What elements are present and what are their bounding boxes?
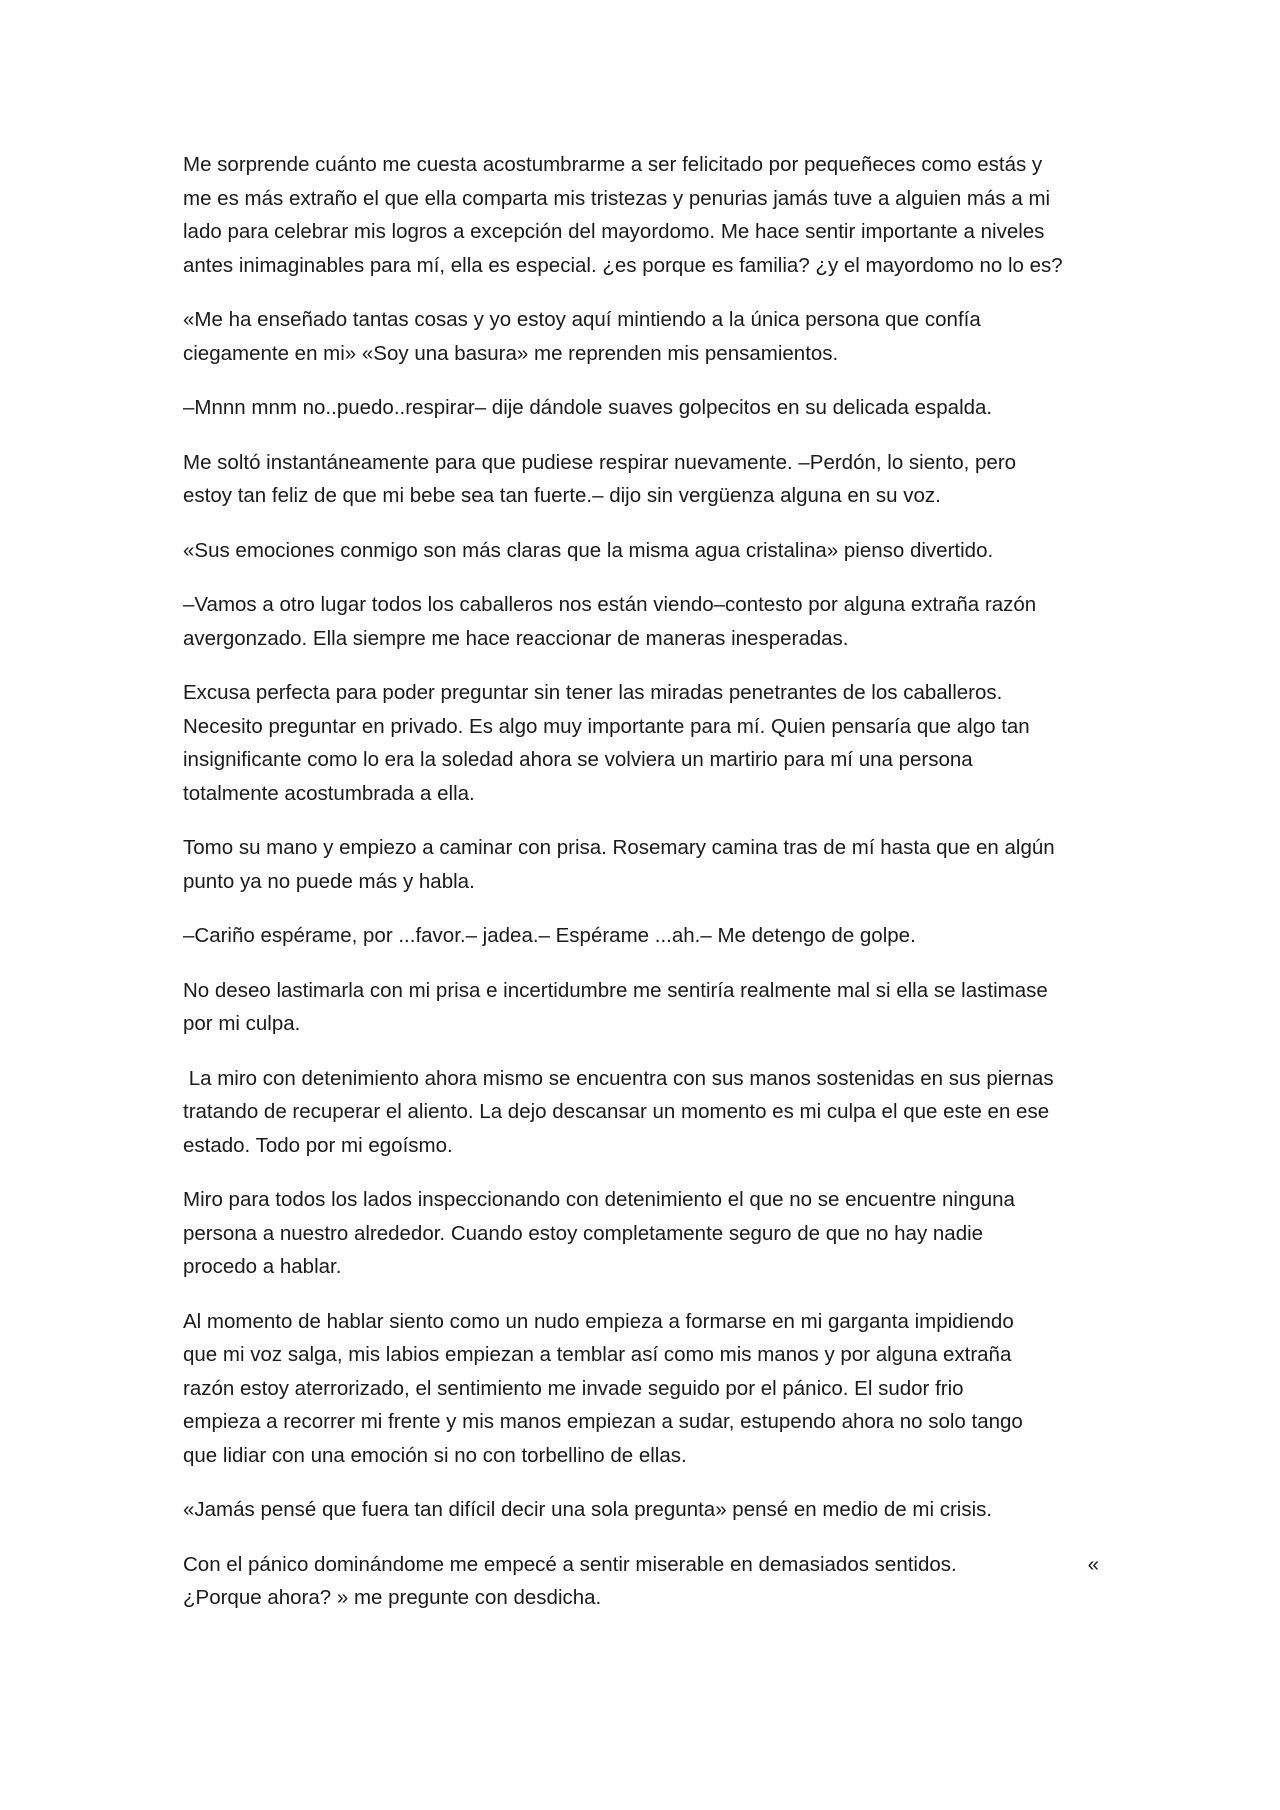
text-line: Necesito preguntar en privado. Es algo muy importante para mí. Quien pensaría que algo tan (183, 714, 1030, 738)
paragraph (183, 974, 1099, 1041)
text-line: tratando de recuperar el aliento. La dejo descansar un momento es mi culpa el que este en ese (183, 1100, 1050, 1123)
text-line (183, 1548, 1099, 1582)
text-line: Al momento de hablar siento como un nudo empieza a formarse en mi garganta impidiendo (183, 1309, 1014, 1333)
paragraph (183, 1305, 1099, 1473)
text-line: –Vamos a otro lugar todos los caballeros nos están viendo–contesto por alguna extraña razón (183, 593, 1037, 616)
text-line: estoy tan feliz de que mi bebe sea tan fuerte.– dijo sin vergüenza alguna en su voz. (183, 484, 941, 507)
text-line-left: Con el pánico dominándome me empecé a sentir miserable en demasiados sentidos. (183, 1552, 957, 1576)
text-line: antes inimaginables para mí, ella es especial. ¿es porque es familia? ¿y el mayordomo no lo es? (183, 253, 1063, 277)
text-line: insignificante como lo era la soledad ahora se volviera un martirio para mí una persona (183, 748, 973, 771)
text-line: Excusa perfecta para poder preguntar sin tener las miradas penetrantes de los caballeros. (183, 681, 1003, 704)
text-line: «Sus emociones conmigo son más claras que la misma agua cristalina» pienso divertido. (183, 538, 994, 562)
text-line: procedo a hablar. (183, 1255, 342, 1278)
paragraph (183, 676, 1099, 810)
text-line: Me soltó instantáneamente para que pudiese respirar nuevamente. –Perdón, lo siento, pero (183, 450, 1017, 474)
text-line: punto ya no puede más y habla. (183, 869, 475, 893)
paragraph (183, 588, 1099, 655)
text-line: totalmente acostumbrada a ella. (183, 781, 475, 805)
text-line: No deseo lastimarla con mi prisa e incertidumbre me sentiría realmente mal si ella se lastimase (183, 978, 1048, 1002)
text-line: La miro con detenimiento ahora mismo se encuentra con sus manos sostenidas en sus piernas (183, 1066, 1054, 1090)
paragraph (183, 1493, 1099, 1527)
text-line: –Mnnn mnm no..puedo..respirar– dije dándole suaves golpecitos en su delicada espalda. (183, 396, 993, 419)
text-line: me es más extraño el que ella comparta mis tristezas y penurias jamás tuve a alguien más a mi (183, 186, 1051, 210)
paragraph (183, 919, 1099, 953)
text-line: «Jamás pensé que fuera tan difícil decir una sola pregunta» pensé en medio de mi crisis. (183, 1498, 993, 1521)
text-line: lado para celebrar mis logros a excepción del mayordomo. Me hace sentir importante a niveles (183, 220, 1045, 243)
text-line: por mi culpa. (183, 1012, 301, 1035)
text-line: ciegamente en mi» «Soy una basura» me reprenden mis pensamientos. (183, 341, 839, 365)
text-line: Tomo su mano y empiezo a caminar con prisa. Rosemary camina tras de mí hasta que en algún (183, 836, 1055, 859)
paragraph (183, 303, 1099, 370)
text-line: persona a nuestro alrededor. Cuando estoy completamente seguro de que no hay nadie (183, 1221, 984, 1245)
text-line: –Cariño espérame, por ...favor.– jadea.– Espérame ...ah.– Me detengo de golpe. (183, 924, 916, 947)
text-line-right: « (1087, 1552, 1099, 1576)
paragraph (183, 831, 1099, 898)
text-line: estado. Todo por mi egoísmo. (183, 1133, 453, 1157)
text-line: razón estoy aterrorizado, el sentimiento me invade seguido por el pánico. El sudor frio (183, 1376, 964, 1400)
paragraph (183, 1548, 1099, 1615)
text-line: que mi voz salga, mis labios empiezan a temblar así como mis manos y por alguna extraña (183, 1343, 1012, 1366)
paragraph (183, 1183, 1099, 1284)
text-line: Miro para todos los lados inspeccionando con detenimiento el que no se encuentre ninguna (183, 1188, 1015, 1211)
paragraph (183, 148, 1099, 282)
text-line: empieza a recorrer mi frente y mis manos empiezan a sudar, estupendo ahora no solo tango (183, 1410, 1023, 1433)
text-line: ¿Porque ahora? » me pregunte con desdicha. (183, 1586, 602, 1609)
paragraph (183, 391, 1099, 425)
document-page (183, 148, 1099, 1636)
paragraph (183, 534, 1099, 568)
paragraph (183, 446, 1099, 513)
text-line: que lidiar con una emoción si no con torbellino de ellas. (183, 1443, 687, 1467)
paragraph (183, 1062, 1099, 1163)
text-line: avergonzado. Ella siempre me hace reaccionar de maneras inesperadas. (183, 626, 849, 650)
text-line: «Me ha enseñado tantas cosas y yo estoy aquí mintiendo a la única persona que confía (183, 308, 981, 331)
text-line: Me sorprende cuánto me cuesta acostumbrarme a ser felicitado por pequeñeces como estás y (183, 153, 1043, 176)
